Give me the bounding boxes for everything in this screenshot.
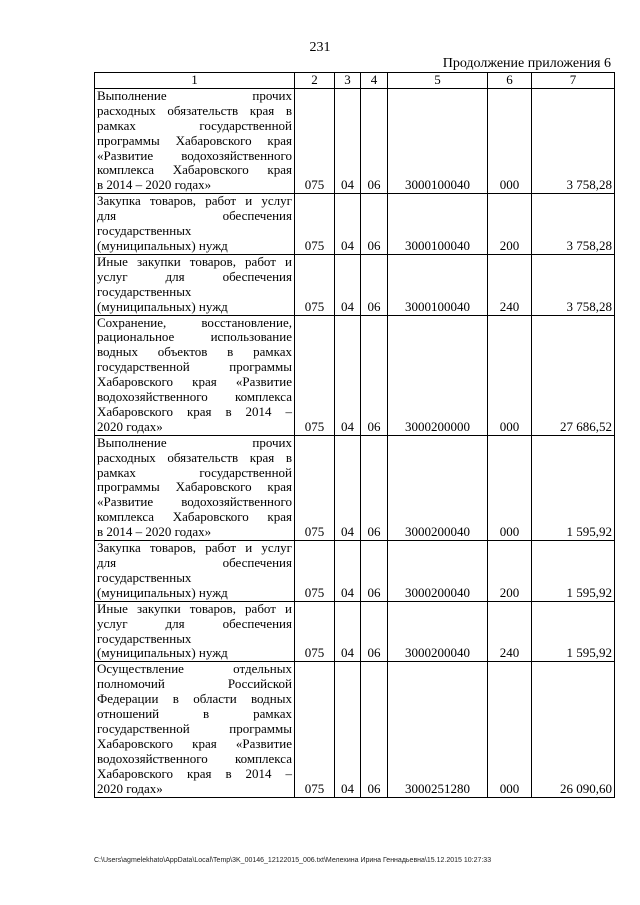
file-path-footer: C:\Users\agmelekhato\AppData\Local\Temp\3K_00146_12122015_006.txt\Мелехина Ирина Геннадьевна\15.12.2015 10:27:33 [94,857,492,864]
description-line: государственных [97,569,192,585]
table-row [95,88,615,193]
description-line: государственных [97,223,192,239]
ministry-code: 075 [295,254,335,315]
expense-description [95,601,295,662]
table-row [95,435,615,540]
page-number: 231 [309,40,331,55]
description-line: Выполнение прочих [97,87,292,103]
column-header: 7 [532,73,615,89]
expense-description [95,541,295,602]
ministry-code: 075 [295,601,335,662]
table-row [95,541,615,602]
header-row [95,73,615,89]
column-header: 2 [295,73,335,89]
ministry-code: 075 [295,315,335,435]
expense-description [95,315,295,435]
amount: 1 595,92 [532,601,615,662]
description-line: Хабаровского края «Развитие [97,374,292,390]
description-line: для обеспечения [97,555,292,570]
description-line: (муниципальных) нужд [97,237,228,253]
description-line: (муниципальных) нужд [97,584,228,600]
table-row [95,254,615,315]
section-code: 04 [335,662,361,797]
expense-description [95,435,295,540]
expense-description [95,662,295,797]
description-line: рациональное использование [97,329,292,345]
section-code: 04 [335,254,361,315]
table-row [95,194,615,255]
description-line: программы Хабаровского края [97,132,292,148]
target-article-code: 3000251280 [388,662,488,797]
ministry-code: 075 [295,435,335,540]
ministry-code: 075 [295,88,335,193]
description-line: для обеспечения [97,208,292,224]
subsection-code: 06 [361,662,388,797]
column-header: 5 [388,73,488,89]
target-article-code: 3000100040 [388,88,488,193]
description-line: Хабаровского края в 2014 – [97,403,292,419]
target-article-code: 3000200000 [388,315,488,435]
target-article-code: 3000200040 [388,601,488,662]
description-line: водных объектов в рамках [97,344,292,360]
section-code: 04 [335,541,361,602]
description-line: Хабаровского края «Развитие [97,735,292,751]
description-line: рамках государственной [97,464,292,480]
description-line: отношений в рамках [97,706,292,722]
expense-type-code: 200 [488,541,532,602]
amount: 1 595,92 [532,541,615,602]
description-line: Закупка товаров, работ и услуг [97,193,292,209]
expense-type-code: 000 [488,88,532,193]
table-row [95,662,615,797]
description-line: «Развитие водохозяйственного [97,494,292,510]
expense-description [95,194,295,255]
description-line: государственной программы [97,359,292,375]
description-line: водохозяйственного комплекса [97,389,292,405]
description-line: государственных [97,283,192,299]
target-article-code: 3000200040 [388,435,488,540]
subsection-code: 06 [361,435,388,540]
subsection-code: 06 [361,254,388,315]
section-code: 04 [335,601,361,662]
budget-table [94,72,615,798]
description-line: рамках государственной [97,117,292,133]
section-code: 04 [335,435,361,540]
description-line: в 2014 – 2020 годах» [97,177,212,193]
description-line: Иные закупки товаров, работ и [97,253,292,269]
section-code: 04 [335,88,361,193]
description-line: Иные закупки товаров, работ и [97,600,292,616]
table-row [95,601,615,662]
expense-type-code: 000 [488,315,532,435]
target-article-code: 3000100040 [388,254,488,315]
amount: 1 595,92 [532,435,615,540]
description-line: (муниципальных) нужд [97,645,228,661]
subsection-code: 06 [361,194,388,255]
table-row [95,315,615,435]
description-line: комплекса Хабаровского края [97,509,292,525]
description-line: 2020 годах» [97,780,163,796]
target-article-code: 3000100040 [388,194,488,255]
subsection-code: 06 [361,541,388,602]
target-article-code: 3000200040 [388,541,488,602]
description-line: услуг для обеспечения [97,268,292,284]
expense-type-code: 240 [488,254,532,315]
description-line: Хабаровского края в 2014 – [97,765,292,781]
amount: 26 090,60 [532,662,615,797]
description-line: государственной программы [97,720,292,736]
description-line: услуг для обеспечения [97,615,292,631]
subsection-code: 06 [361,88,388,193]
expense-description [95,88,295,193]
description-line: Выполнение прочих [97,434,292,450]
description-line: программы Хабаровского края [97,479,292,495]
description-line: государственных [97,630,192,646]
amount: 3 758,28 [532,194,615,255]
expense-description [95,254,295,315]
section-code: 04 [335,315,361,435]
appendix-continuation-label: Продолжение приложения 6 [442,56,611,71]
description-line: Осуществление отдельных [97,661,292,677]
amount: 3 758,28 [532,254,615,315]
description-line: Закупка товаров, работ и услуг [97,540,292,556]
description-line: комплекса Хабаровского края [97,162,292,178]
description-line: (муниципальных) нужд [97,298,228,314]
section-code: 04 [335,194,361,255]
description-line: 2020 годах» [97,418,163,434]
description-line: Сохранение, восстановление, [97,314,292,330]
ministry-code: 075 [295,662,335,797]
amount: 3 758,28 [532,88,615,193]
description-line: в 2014 – 2020 годах» [97,524,212,540]
column-header: 4 [361,73,388,89]
subsection-code: 06 [361,315,388,435]
column-header: 6 [488,73,532,89]
description-line: полномочий Российской [97,676,292,692]
description-line: расходных обязательств края в [97,102,292,118]
expense-type-code: 000 [488,435,532,540]
description-line: «Развитие водохозяйственного [97,147,292,163]
expense-type-code: 200 [488,194,532,255]
description-line: расходных обязательств края в [97,449,292,465]
amount: 27 686,52 [532,315,615,435]
ministry-code: 075 [295,194,335,255]
description-line: водохозяйственного комплекса [97,750,292,766]
subsection-code: 06 [361,601,388,662]
column-header: 1 [95,73,295,89]
expense-type-code: 000 [488,662,532,797]
ministry-code: 075 [295,541,335,602]
column-header: 3 [335,73,361,89]
description-line: Федерации в области водных [97,691,292,707]
expense-type-code: 240 [488,601,532,662]
